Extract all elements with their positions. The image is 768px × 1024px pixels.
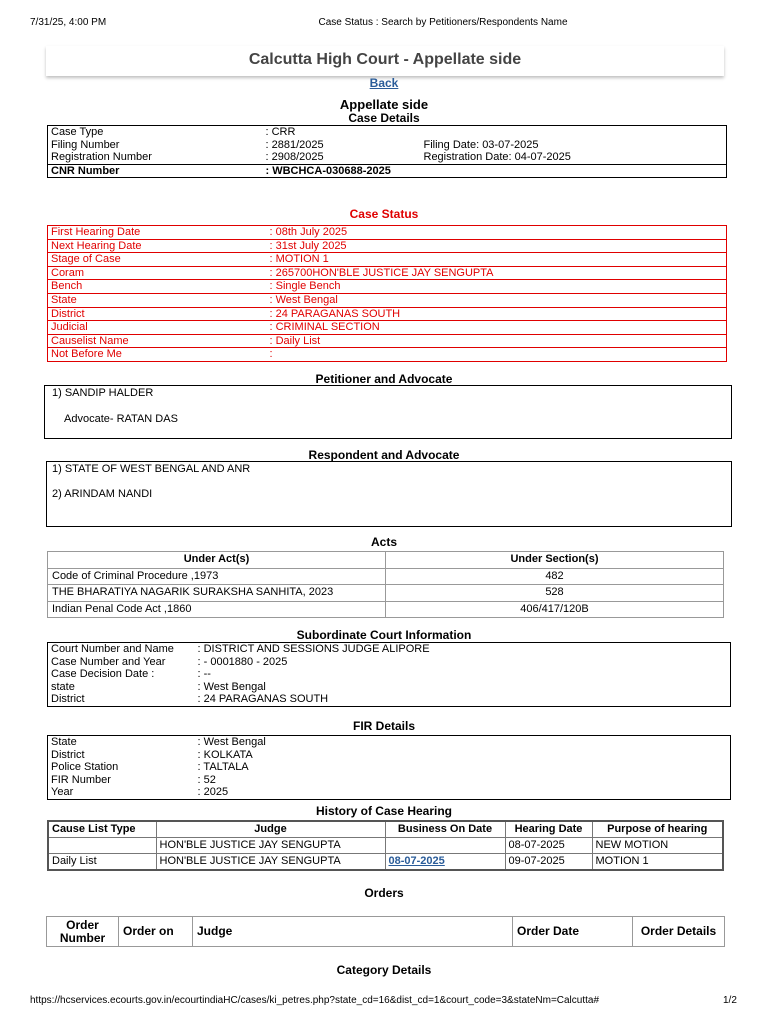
status-label: Next Hearing Date	[48, 239, 267, 253]
sub-value: : --	[197, 668, 211, 681]
fir-title: FIR Details	[352, 719, 415, 733]
orders-table	[46, 916, 725, 947]
sub-value: : 24 PARAGANAS SOUTH	[197, 693, 329, 706]
status-label: Stage of Case	[48, 253, 267, 267]
case-type-label: Case Type	[51, 126, 104, 138]
fir-label: Police Station	[51, 761, 119, 774]
status-value: : CRIMINAL SECTION	[267, 321, 727, 335]
status-row	[48, 266, 727, 280]
fir-label: FIR Number	[51, 773, 111, 786]
status-value: : Single Bench	[267, 280, 727, 294]
case-status-table	[47, 225, 727, 362]
acts-table	[47, 551, 724, 618]
fir-label: Year	[51, 786, 74, 799]
court-title: Calcutta High Court - Appellate side	[248, 51, 522, 68]
side-title: Appellate side	[339, 97, 429, 112]
sub-label: District	[51, 693, 85, 706]
table-row	[48, 585, 724, 602]
registration-number-label: Registration Number	[51, 151, 152, 164]
status-label: District	[48, 307, 267, 321]
section-cell: 482	[386, 568, 724, 585]
table-row	[48, 854, 723, 871]
status-row	[48, 293, 727, 307]
orders-header-number: Order Number	[47, 917, 119, 947]
status-row	[48, 239, 727, 253]
status-row	[48, 321, 727, 335]
registration-date: Registration Date: 04-07-2025	[423, 151, 571, 164]
act-cell: Code of Criminal Procedure ,1973	[48, 568, 386, 585]
status-value: :	[267, 348, 727, 362]
orders-header-judge: Judge	[193, 917, 513, 947]
orders-title: Orders	[364, 886, 404, 900]
history-title: History of Case Hearing	[315, 804, 453, 818]
cnr-label: CNR Number	[51, 164, 120, 177]
acts-header-section: Under Section(s)	[386, 552, 724, 569]
status-row	[48, 226, 727, 240]
fir-value: : 52	[197, 773, 216, 786]
history-header-judge: Judge	[156, 821, 385, 838]
petitioner-advocate: Advocate- RATAN DAS	[64, 413, 178, 425]
status-label: Not Before Me	[48, 348, 267, 362]
history-judge: HON'BLE JUSTICE JAY SENGUPTA	[156, 854, 385, 871]
subordinate-title: Subordinate Court Information	[296, 628, 472, 642]
status-label: Coram	[48, 266, 267, 280]
history-type	[48, 838, 156, 854]
petitioner-box	[44, 385, 732, 439]
petitioner-name: 1) SANDIP HALDER	[52, 387, 154, 399]
orders-header-date: Order Date	[513, 917, 633, 947]
history-header-purpose: Purpose of hearing	[592, 821, 723, 838]
print-page-title: Case Status : Search by Petitioners/Respondents Name	[318, 17, 568, 28]
print-url: https://hcservices.ecourts.gov.in/ecourtindiaHC/cases/ki_petres.php?state_cd=16&dist_cd=1&court_code=3&stateNm=Calcutta#	[30, 995, 600, 1006]
case-details-table	[47, 125, 727, 178]
status-label: Judicial	[48, 321, 267, 335]
history-purpose: NEW MOTION	[592, 838, 723, 854]
status-value: : West Bengal	[267, 293, 727, 307]
status-value: : 08th July 2025	[267, 226, 727, 240]
respondent-box	[46, 461, 732, 527]
fir-value: : KOLKATA	[197, 748, 253, 761]
section-cell: 406/417/120B	[386, 601, 724, 618]
print-datetime: 7/31/25, 4:00 PM	[30, 17, 107, 28]
sub-label: Court Number and Name	[51, 643, 174, 655]
case-type-value: : CRR	[265, 126, 296, 138]
history-hearing: 09-07-2025	[505, 854, 592, 871]
status-value: : 265700HON'BLE JUSTICE JAY SENGUPTA	[267, 266, 727, 280]
history-business	[385, 838, 505, 854]
case-status-title: Case Status	[349, 207, 419, 221]
respondent-line-2: 2) ARINDAM NANDI	[52, 488, 153, 500]
fir-value: : West Bengal	[197, 736, 266, 748]
court-banner	[46, 46, 724, 76]
filing-number-label: Filing Number	[51, 138, 120, 151]
status-label: First Hearing Date	[48, 226, 267, 240]
category-title: Category Details	[336, 963, 432, 977]
status-label: State	[48, 293, 267, 307]
subordinate-table	[47, 642, 731, 707]
history-header-type: Cause List Type	[48, 821, 156, 838]
status-row	[48, 334, 727, 348]
act-cell: THE BHARATIYA NAGARIK SURAKSHA SANHITA, 2023	[48, 585, 386, 602]
section-cell: 528	[386, 585, 724, 602]
case-details-title: Case Details	[348, 111, 420, 125]
respondent-line-1: 1) STATE OF WEST BENGAL AND ANR	[52, 463, 251, 475]
status-value: : 31st July 2025	[267, 239, 727, 253]
orders-header-details: Order Details	[633, 917, 725, 947]
sub-value: : - 0001880 - 2025	[197, 655, 288, 668]
cnr-value: : WBCHCA-030688-2025	[265, 164, 391, 177]
history-purpose: MOTION 1	[592, 854, 723, 871]
acts-header-act: Under Act(s)	[48, 552, 386, 569]
history-type: Daily List	[48, 854, 156, 871]
petitioner-title: Petitioner and Advocate	[315, 372, 453, 386]
orders-header-order-on: Order on	[119, 917, 193, 947]
back-link[interactable]: Back	[369, 76, 399, 90]
status-value: : Daily List	[267, 334, 727, 348]
sub-value: : DISTRICT AND SESSIONS JUDGE ALIPORE	[197, 643, 430, 655]
sub-label: state	[51, 680, 75, 693]
status-row	[48, 307, 727, 321]
status-label: Causelist Name	[48, 334, 267, 348]
business-date-link[interactable]: 08-07-2025	[388, 855, 445, 867]
status-row	[48, 280, 727, 294]
fir-value: : 2025	[197, 786, 229, 799]
table-row	[48, 838, 723, 854]
history-table	[47, 820, 724, 871]
status-value: : 24 PARAGANAS SOUTH	[267, 307, 727, 321]
sub-label: Case Number and Year	[51, 655, 166, 668]
status-row	[48, 348, 727, 362]
table-row	[48, 601, 724, 618]
status-label: Bench	[48, 280, 267, 294]
act-cell: Indian Penal Code Act ,1860	[48, 601, 386, 618]
acts-title: Acts	[370, 535, 397, 549]
fir-value: : TALTALA	[197, 761, 249, 774]
history-hearing: 08-07-2025	[505, 838, 592, 854]
filing-number-value: : 2881/2025	[265, 138, 324, 151]
fir-table	[47, 735, 731, 800]
status-value: : MOTION 1	[267, 253, 727, 267]
sub-label: Case Decision Date :	[51, 668, 155, 681]
registration-number-value: : 2908/2025	[265, 151, 324, 164]
fir-label: District	[51, 748, 85, 761]
history-header-business: Business On Date	[385, 821, 505, 838]
history-judge: HON'BLE JUSTICE JAY SENGUPTA	[156, 838, 385, 854]
respondent-title: Respondent and Advocate	[308, 448, 460, 462]
filing-date: Filing Date: 03-07-2025	[423, 138, 539, 151]
fir-label: State	[51, 736, 77, 748]
status-row	[48, 253, 727, 267]
history-header-hearing: Hearing Date	[505, 821, 592, 838]
table-row	[48, 568, 724, 585]
print-page-number: 1/2	[723, 995, 737, 1006]
sub-value: : West Bengal	[197, 680, 266, 693]
